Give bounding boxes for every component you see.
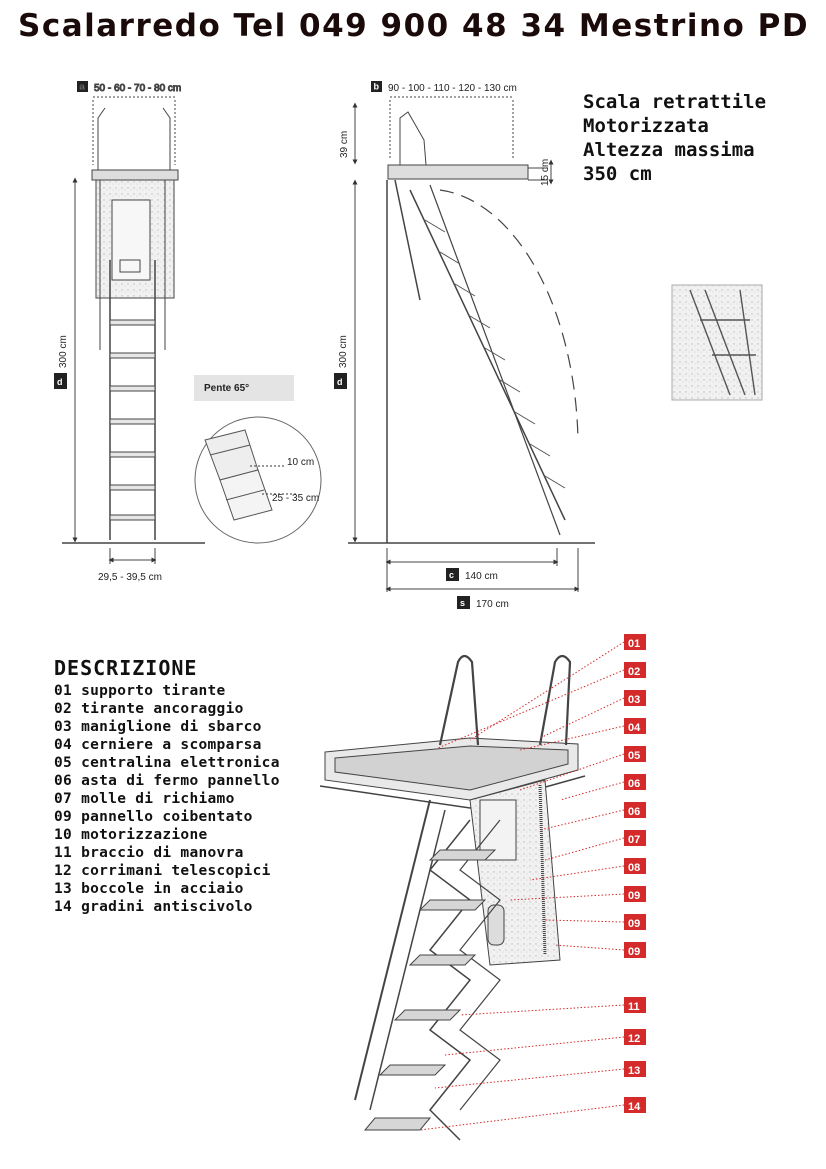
description-item: 11 braccio di manovra <box>54 845 244 861</box>
front-width-label: 50 - 60 - 70 - 80 cm <box>94 83 182 94</box>
info-line: Motorizzata <box>583 115 709 137</box>
callout-badge: 01 <box>628 638 641 650</box>
side-width-label: 90 - 100 - 110 - 120 - 130 cm <box>388 83 517 94</box>
callout-badge: 04 <box>628 722 641 734</box>
slope-detail <box>194 375 321 543</box>
info-line: Scala retrattile <box>583 91 767 113</box>
description-item: 02 tirante ancoraggio <box>54 701 244 717</box>
description-heading: DESCRIZIONE <box>54 656 198 680</box>
callout-badge: 09 <box>628 918 641 930</box>
description-item: 14 gradini antiscivolo <box>54 899 253 915</box>
description-item: 05 centralina elettronica <box>54 755 280 771</box>
page-title: Scalarredo Tel 049 900 48 34 Mestrino PD <box>18 8 810 44</box>
callout-badge: 09 <box>628 890 641 902</box>
callout-badge: 06 <box>628 778 641 790</box>
side-top-height-label: 39 cm <box>339 130 350 158</box>
callout-badge: 11 <box>628 1001 640 1013</box>
tag-a: a <box>79 81 85 92</box>
callout-badge: 06 <box>628 806 641 818</box>
tag-d-front: d <box>57 377 63 387</box>
info-line: 350 cm <box>583 163 652 185</box>
step-gap-label: 10 cm <box>287 457 315 468</box>
front-view <box>62 81 205 564</box>
ladder-assembly-drawing <box>320 656 585 1140</box>
description-item: 01 supporto tirante <box>54 683 226 699</box>
step-depth-label: 25 - 35 cm <box>272 493 320 504</box>
info-line: Altezza massima <box>583 139 755 161</box>
callout-badge: 13 <box>628 1065 641 1077</box>
description-item: 09 pannello coibentato <box>54 809 253 825</box>
description-item: 13 boccole in acciaio <box>54 881 244 897</box>
tag-s: s <box>460 598 466 608</box>
side-height-label: 300 cm <box>338 335 349 368</box>
description-item: 04 cerniere a scomparsa <box>54 737 262 753</box>
callout-badge: 03 <box>628 694 641 706</box>
callout-badge: 09 <box>628 946 641 958</box>
slope-label: Pente 65° <box>204 383 250 394</box>
callout-badge: 02 <box>628 666 641 678</box>
tag-b: b <box>373 81 379 92</box>
description-item: 12 corrimani telescopici <box>54 863 271 879</box>
callout-badge: 14 <box>628 1101 641 1113</box>
tag-d-side: d <box>337 377 343 387</box>
c-dimension-label: 140 cm <box>465 571 498 582</box>
front-height-label: 300 cm <box>58 335 69 368</box>
callout-badge: 08 <box>628 862 641 874</box>
side-view <box>348 81 595 592</box>
front-bottom-label: 29,5 - 39,5 cm <box>98 572 162 583</box>
s-dimension-label: 170 cm <box>476 599 509 610</box>
description-item: 07 molle di richiamo <box>54 791 235 807</box>
callout-badge: 05 <box>628 750 641 762</box>
description-item: 06 asta di fermo pannello <box>54 773 280 789</box>
description-item: 10 motorizzazione <box>54 827 208 843</box>
callout-badge: 12 <box>628 1033 641 1045</box>
side-frame-height-label: 15 cm <box>540 158 551 186</box>
description-item: 03 maniglione di sbarco <box>54 719 262 735</box>
ladder-photo-detail <box>672 285 762 400</box>
callout-badge: 07 <box>628 834 641 846</box>
tag-c: c <box>449 570 455 580</box>
